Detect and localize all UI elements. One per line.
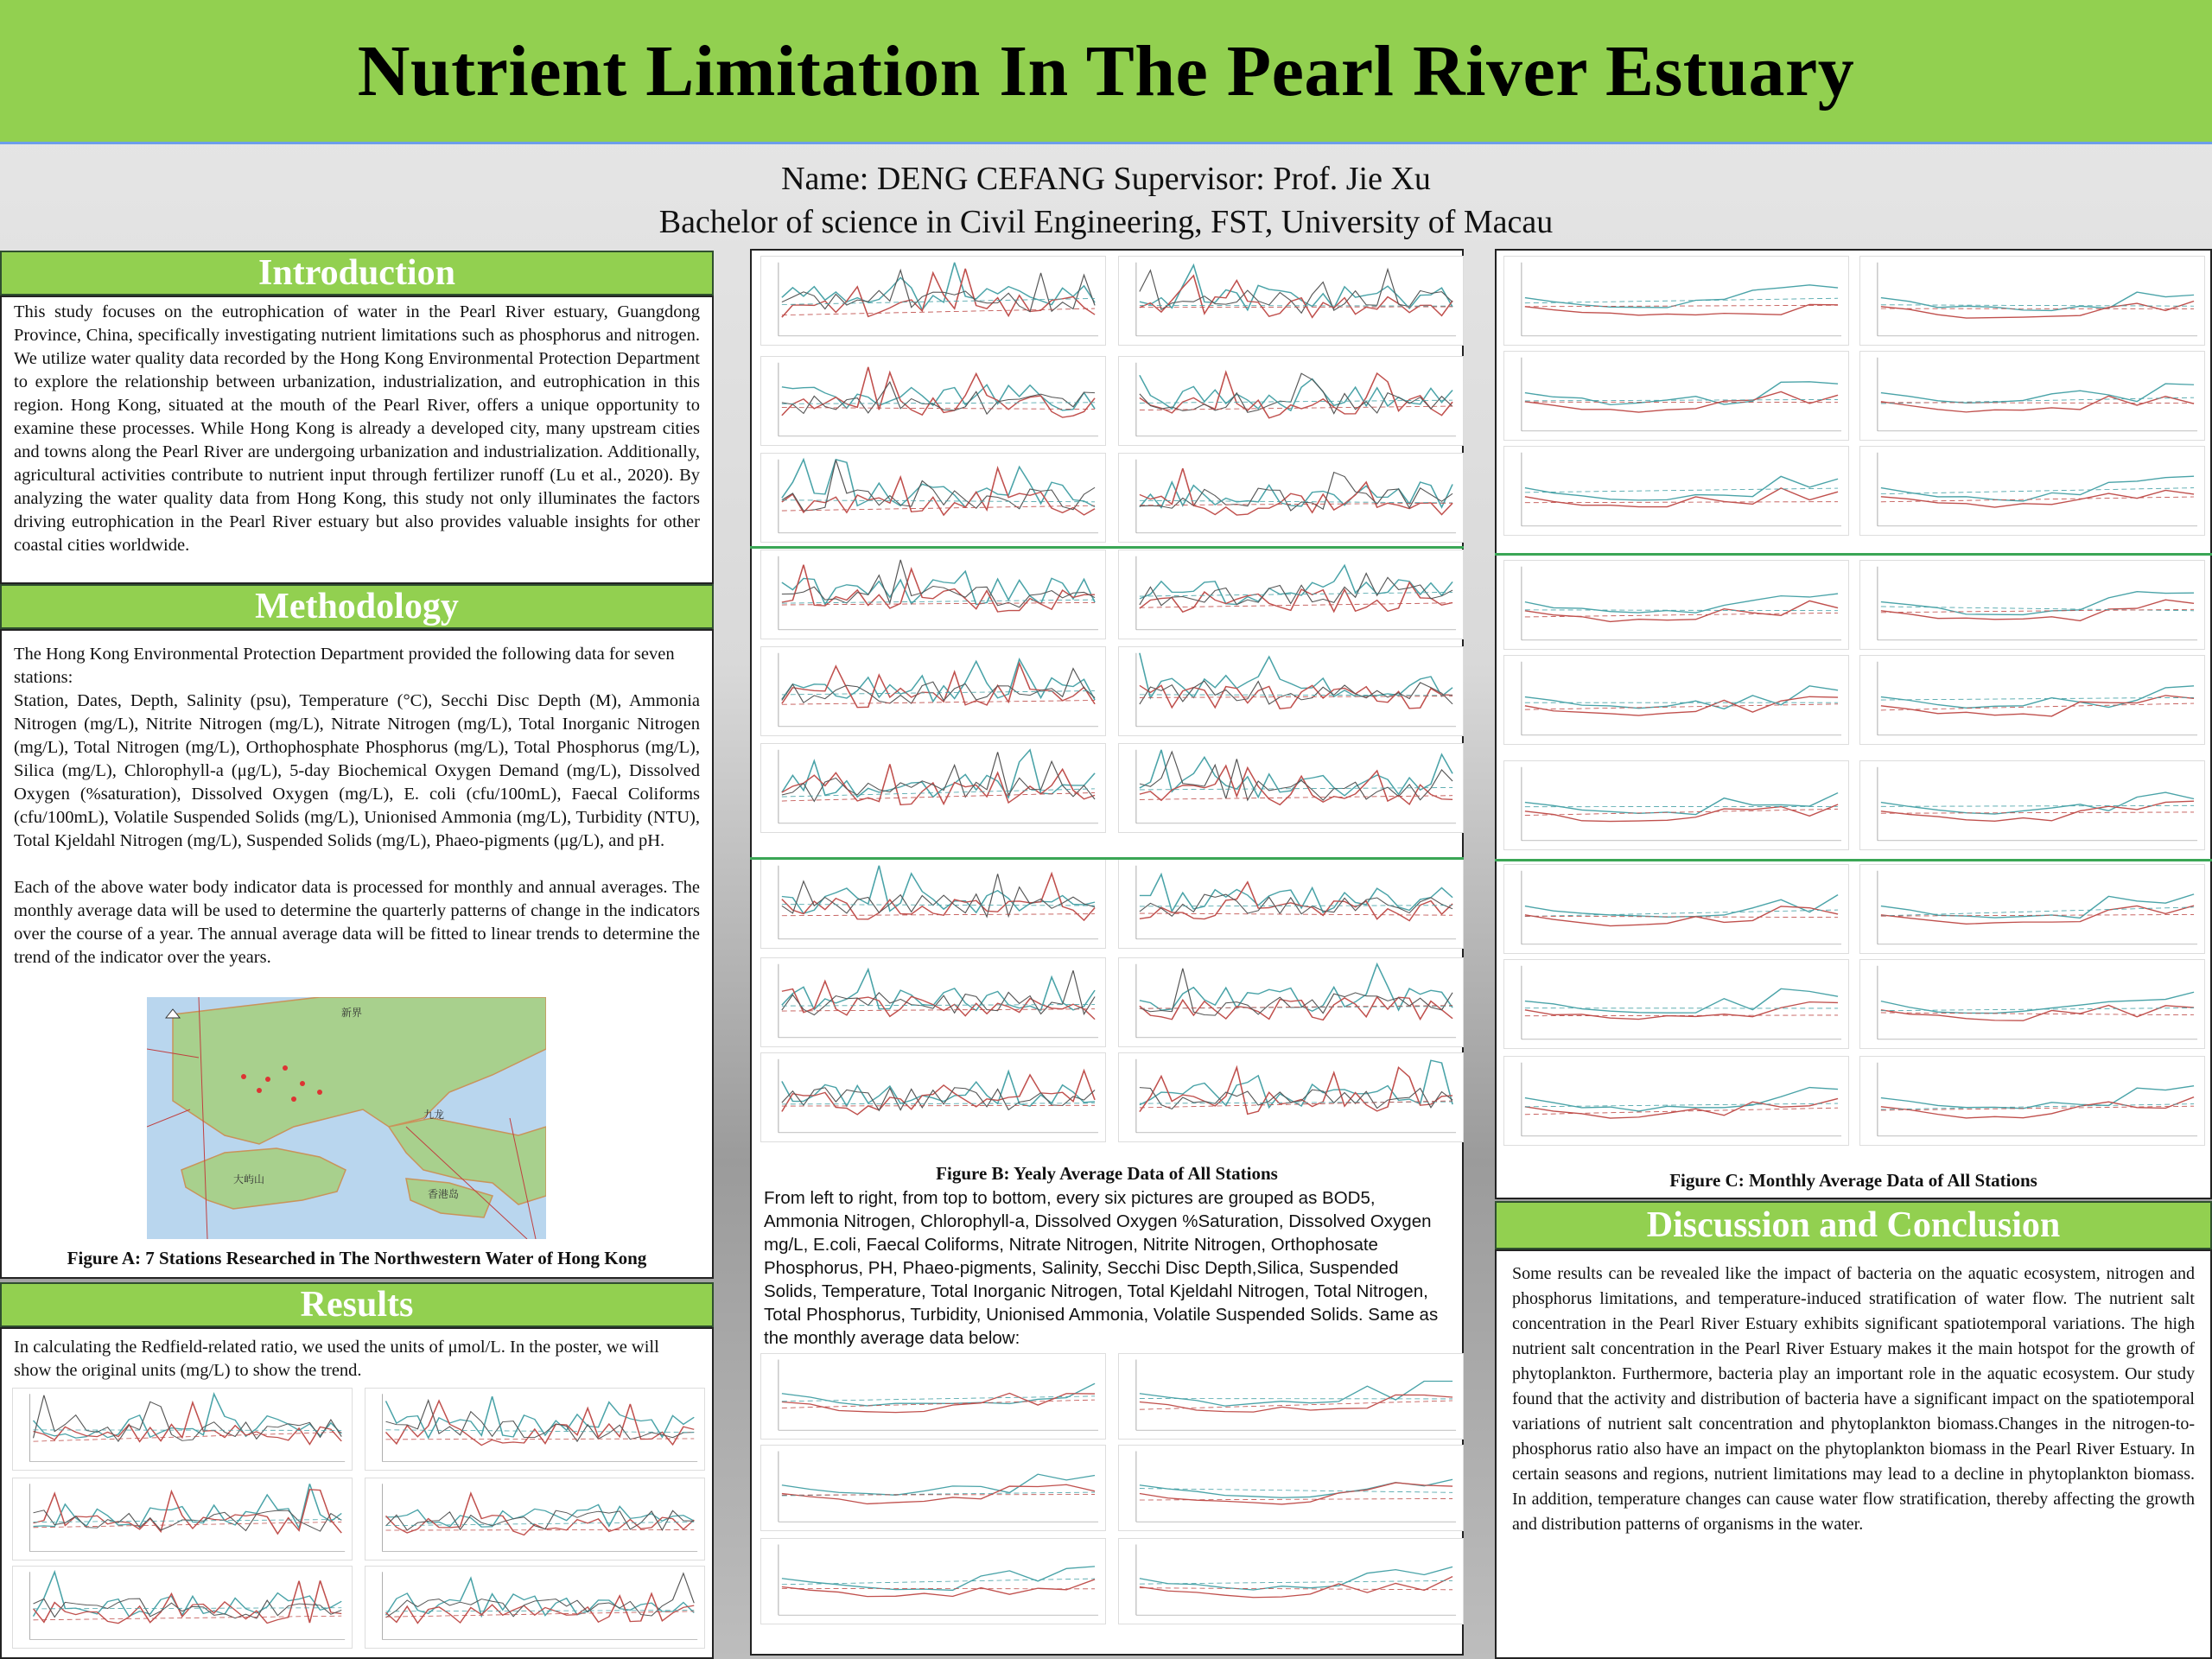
map-label-new-territories: 新界 — [341, 1007, 363, 1019]
chart-thumbnail — [1503, 256, 1849, 346]
chart-thumbnail — [760, 1445, 1106, 1531]
map-label-kowloon: 九龙 — [423, 1109, 445, 1121]
chart-thumbnail — [1859, 560, 2205, 650]
group-divider — [1495, 859, 2212, 861]
chart-thumbnail — [760, 1052, 1106, 1142]
chart-thumbnail — [1503, 655, 1849, 745]
chart-thumbnail — [1118, 356, 1464, 446]
chart-thumbnail — [12, 1388, 353, 1471]
methodology-heading: Methodology — [0, 584, 714, 629]
chart-thumbnail — [760, 859, 1106, 949]
methodology-intro-text: The Hong Kong Environmental Protection Department provided the following data for seven stations: — [14, 645, 675, 687]
methodology-variables-text: Station, Dates, Depth, Salinity (psu), Temperature (°C), Secchi Disc Depth (M), Ammonia Nitrogen (mg/L), Nitrite Nitrogen (mg/L), Nitrate Nitrogen (mg/L), Total Inorganic Nitrogen (mg/L), Total Nitrogen (mg/L), Orthophosphate Phosphorus (mg/L), Total Phosphorus (mg/L), Silica (mg/L), Chlorophyll-a (μg/L), 5-day Biochemical Oxygen Demand (mg/L), Dissolved Oxygen (%saturation), Dissolved Oxygen (mg/L), E. coli (cfu/100mL), Faecal Coliforms (cfu/100mL), Volatile Suspended Solids (mg/L), Unionised Ammonia (mg/L), Turbidity (NTU), Total Kjeldahl Nitrogen (mg/L), Suspended Solids (mg/L), Phaeo-pigments (μg/L), and pH. — [14, 691, 700, 850]
chart-thumbnail — [760, 743, 1106, 833]
chart-thumbnail — [1118, 256, 1464, 346]
chart-thumbnail — [760, 356, 1106, 446]
chart-thumbnail — [760, 1538, 1106, 1624]
affiliation-line: Bachelor of science in Civil Engineering, FST, University of Macau — [658, 204, 1554, 240]
chart-thumbnail — [1118, 859, 1464, 949]
chart-thumbnail — [1859, 256, 2205, 346]
introduction-box — [0, 296, 714, 584]
figure-b-caption: Figure B: Yealy Average Data of All Stations — [936, 1163, 1278, 1184]
chart-thumbnail — [12, 1566, 353, 1649]
figure-b-description: From left to right, from top to bottom, every six pictures are grouped as BOD5, Ammonia Nitrogen, Chlorophyll-a, Dissolved Oxygen %Saturation, Dissolved Oxygen mg/L, E.coli, Faecal Coliforms, Nitrate Nitrogen, Nitrite Nitrogen, Orthophosate Phosphorus, PH, Phaeo-pigments, Salinity, Secchi Disc Depth,Silica, Suspended Solids, Temperature, Total Inorganic Nitrogen, Total Kjeldahl Nitrogen, Total Nitrogen, Total Phosphorus, Turbidity, Unionised Ammonia, Volatile Suspended Solids. Same as the monthly average data below: — [764, 1188, 1439, 1348]
author-line: Name: DENG CEFANG Supervisor: Prof. Jie Xu — [781, 161, 1431, 197]
chart-thumbnail — [1118, 1445, 1464, 1531]
figure-a-caption: Figure A: 7 Stations Researched in The Northwestern Water of Hong Kong — [67, 1248, 647, 1268]
chart-thumbnail — [1503, 864, 1849, 954]
chart-thumbnail — [1859, 760, 2205, 850]
chart-thumbnail — [1503, 446, 1849, 536]
title-banner — [0, 0, 2212, 144]
chart-thumbnail — [1859, 655, 2205, 745]
author-block — [0, 157, 2212, 244]
chart-thumbnail — [1859, 1056, 2205, 1146]
chart-thumbnail — [1118, 550, 1464, 639]
group-divider — [750, 546, 1464, 549]
chart-thumbnail — [365, 1478, 705, 1560]
chart-thumbnail — [365, 1566, 705, 1649]
chart-thumbnail — [1118, 1538, 1464, 1624]
introduction-text: This study focuses on the eutrophication of water in the Pearl River estuary, Guangdong Province, China, specifically investigating nutrient limitations such as phosphorus and nitrogen. We utilize water quality data recorded by the Hong Kong Environmental Protection Department to explore the relationship between urbanization, industrialization, and eutrophication in this region. Hong Kong, situated at the mouth of the Pearl River, offers a unique opportunity to examine these processes. While Hong Kong is already a developed city, many upstream cities and towns along the Pearl River are undergoing urbanization and industrialization. Additionally, agricultural activities contribute to nutrient input through fertilizer runoff (Lu et al., 2020). By analyzing the water quality data from Hong Kong, this study not only illuminates the factors driving eutrophication in the Pearl River estuary but also provides valuable insights for other coastal cities worldwide. — [14, 302, 700, 555]
chart-thumbnail — [760, 1353, 1106, 1440]
discussion-heading: Discussion and Conclusion — [1495, 1201, 2212, 1249]
chart-thumbnail — [1859, 959, 2205, 1049]
chart-thumbnail — [760, 646, 1106, 736]
chart-thumbnail — [1118, 453, 1464, 543]
chart-thumbnail — [1503, 1056, 1849, 1146]
chart-thumbnail — [1859, 864, 2205, 954]
station-map — [147, 997, 546, 1239]
chart-thumbnail — [1503, 959, 1849, 1049]
chart-thumbnail — [1118, 957, 1464, 1047]
group-divider — [750, 857, 1464, 860]
group-divider — [1495, 553, 2212, 556]
discussion-text: Some results can be revealed like the impact of bacteria on the aquatic ecosystem, nitrogen and phosphorus limitations, and temperature-induced stratification of water flow. The nutrient salt concentration in the Pearl River Estuary exhibits significant spatiotemporal variations. The high nutrient salt concentration in the Pearl River Estuary makes it the main hotspot for the growth of phytoplankton. Furthermore, bacteria play an important role in the aquatic ecosystem. Our study found that the activity and distribution of bacteria have a significant impact on the spatiotemporal variations of nutrient salt concentration and phytoplankton biomass.Changes in the nitrogen-to-phosphorus ratio also have an impact on the phytoplankton biomass in the Pearl River Estuary. In certain seasons and regions, nutrient limitations may lead to a decline in phytoplankton biomass. In addition, temperature changes can cause water flow stratification, thereby affecting the growth and distribution patterns of organisms in the water. — [1512, 1264, 2195, 1534]
map-label-lantau: 大屿山 — [233, 1173, 265, 1185]
poster-title: Nutrient Limitation In The Pearl River Estuary — [357, 30, 1855, 111]
map-label-hong-kong-island: 香港岛 — [428, 1188, 460, 1200]
chart-thumbnail — [1503, 351, 1849, 441]
chart-thumbnail — [1503, 760, 1849, 850]
chart-thumbnail — [1118, 1052, 1464, 1142]
introduction-heading: Introduction — [0, 251, 714, 296]
methodology-box — [0, 629, 714, 1279]
chart-thumbnail — [1859, 351, 2205, 441]
chart-thumbnail — [760, 550, 1106, 639]
chart-thumbnail — [760, 256, 1106, 346]
chart-thumbnail — [365, 1388, 705, 1471]
figure-c-caption: Figure C: Monthly Average Data of All Stations — [1669, 1170, 2037, 1191]
chart-thumbnail — [1118, 1353, 1464, 1440]
chart-thumbnail — [760, 957, 1106, 1047]
chart-thumbnail — [1859, 446, 2205, 536]
chart-thumbnail — [1118, 743, 1464, 833]
chart-thumbnail — [1118, 646, 1464, 736]
chart-thumbnail — [760, 453, 1106, 543]
discussion-box — [1495, 1249, 2212, 1659]
station-map-svg — [147, 997, 546, 1239]
methodology-processing-text: Each of the above water body indicator data is processed for monthly and annual averages. The monthly average data will be used to determine the quarterly patterns of change in the indicators over the course of a year. The annual average data will be fitted to linear trends to determine the trend of the indicator over the years. — [14, 878, 700, 967]
results-heading: Results — [0, 1282, 714, 1327]
chart-thumbnail — [1503, 560, 1849, 650]
chart-thumbnail — [12, 1478, 353, 1560]
results-text: In calculating the Redfield-related ratio, we used the units of μmol/L. In the poster, we will show the original units (mg/L) to show the trend. — [14, 1338, 659, 1380]
